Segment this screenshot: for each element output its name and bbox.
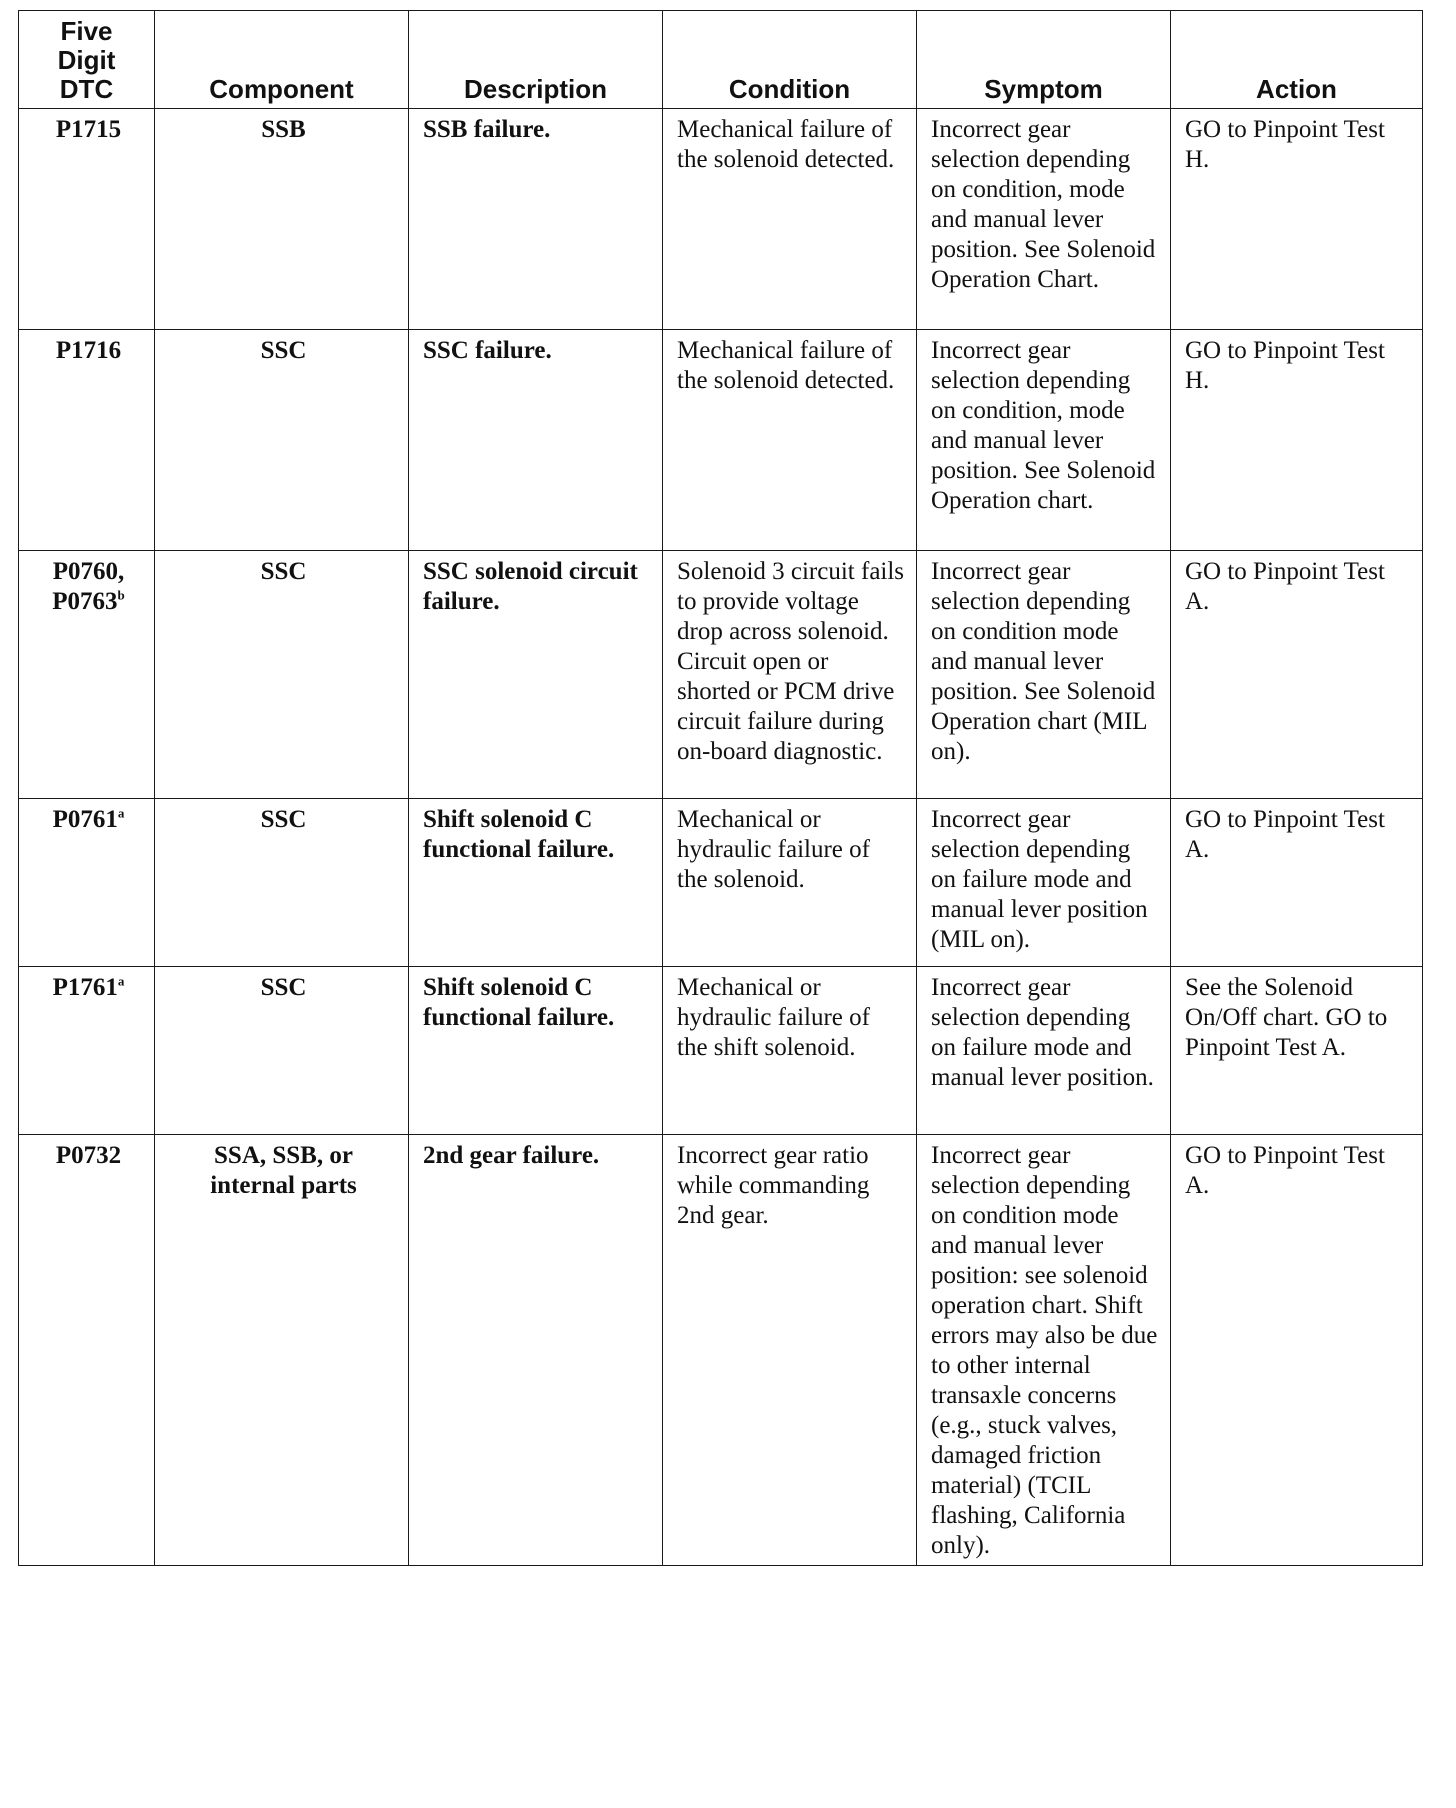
dtc-cell xyxy=(19,1135,155,1566)
dtc-footnote: a xyxy=(117,805,125,821)
dtc-code: P1716 xyxy=(55,337,122,364)
dtc-footnote: a xyxy=(117,973,125,989)
header-dtc: Five Digit DTC xyxy=(19,11,155,109)
condition-cell: Mechanical failure of the solenoid detected. xyxy=(663,109,917,330)
dtc-code: P0760, xyxy=(52,558,125,585)
description-cell: 2nd gear failure. xyxy=(409,1135,663,1566)
component-cell: SSA, SSB, or internal parts xyxy=(155,1135,409,1566)
dtc-code-secondary: P0763 xyxy=(52,588,118,615)
header-component: Component xyxy=(155,11,409,109)
component-cell: SSC xyxy=(155,967,409,1135)
condition-cell: Solenoid 3 circuit fails to provide voltage drop across solenoid. Circuit open or shorted or PCM drive circuit failure during on-board diagnostic. xyxy=(663,551,917,799)
action-cell: GO to Pinpoint Test A. xyxy=(1171,1135,1423,1566)
component-cell: SSC xyxy=(155,799,409,967)
header-row xyxy=(19,11,1423,109)
symptom-cell: Incorrect gear selection depending on failure mode and manual lever position. xyxy=(917,967,1171,1135)
table-row xyxy=(19,330,1423,551)
dtc-table xyxy=(18,10,1423,1566)
symptom-cell: Incorrect gear selection depending on failure mode and manual lever position (MIL on). xyxy=(917,799,1171,967)
header-action: Action xyxy=(1171,11,1423,109)
table-row xyxy=(19,799,1423,967)
dtc-cell xyxy=(19,109,155,330)
symptom-cell: Incorrect gear selection depending on condition mode and manual lever position: see solenoid operation chart. Shift errors may also be due to other internal transaxle concerns (e.g., stuck valves, damaged friction material) (TCIL flashing, California only). xyxy=(917,1135,1171,1566)
condition-cell: Mechanical or hydraulic failure of the solenoid. xyxy=(663,799,917,967)
dtc-cell xyxy=(19,967,155,1135)
dtc-code: P1761 xyxy=(52,974,118,1001)
table-row xyxy=(19,551,1423,799)
dtc-cell xyxy=(19,551,155,799)
dtc-code: P0761 xyxy=(52,806,118,833)
description-cell: SSC failure. xyxy=(409,330,663,551)
table-row xyxy=(19,1135,1423,1566)
description-cell: SSC solenoid circuit failure. xyxy=(409,551,663,799)
condition-cell: Incorrect gear ratio while commanding 2nd gear. xyxy=(663,1135,917,1566)
description-cell: Shift solenoid C functional failure. xyxy=(409,967,663,1135)
description-cell: SSB failure. xyxy=(409,109,663,330)
action-cell: GO to Pinpoint Test H. xyxy=(1171,330,1423,551)
action-cell: See the Solenoid On/Off chart. GO to Pinpoint Test A. xyxy=(1171,967,1423,1135)
dtc-footnote-secondary: b xyxy=(117,587,125,603)
dtc-cell xyxy=(19,330,155,551)
component-cell: SSC xyxy=(155,330,409,551)
table-row xyxy=(19,967,1423,1135)
table-row xyxy=(19,109,1423,330)
dtc-cell xyxy=(19,799,155,967)
dtc-code: P0732 xyxy=(55,1142,122,1169)
component-cell: SSB xyxy=(155,109,409,330)
action-cell: GO to Pinpoint Test A. xyxy=(1171,799,1423,967)
dtc-code: P1715 xyxy=(55,116,122,143)
action-cell: GO to Pinpoint Test A. xyxy=(1171,551,1423,799)
condition-cell: Mechanical or hydraulic failure of the shift solenoid. xyxy=(663,967,917,1135)
description-cell: Shift solenoid C functional failure. xyxy=(409,799,663,967)
symptom-cell: Incorrect gear selection depending on condition mode and manual lever position. See Solenoid Operation chart (MIL on). xyxy=(917,551,1171,799)
header-symptom: Symptom xyxy=(917,11,1171,109)
header-condition: Condition xyxy=(663,11,917,109)
component-cell: SSC xyxy=(155,551,409,799)
symptom-cell: Incorrect gear selection depending on condition, mode and manual lever position. See Solenoid Operation Chart. xyxy=(917,109,1171,330)
symptom-cell: Incorrect gear selection depending on condition, mode and manual lever position. See Solenoid Operation chart. xyxy=(917,330,1171,551)
condition-cell: Mechanical failure of the solenoid detected. xyxy=(663,330,917,551)
header-description: Description xyxy=(409,11,663,109)
action-cell: GO to Pinpoint Test H. xyxy=(1171,109,1423,330)
